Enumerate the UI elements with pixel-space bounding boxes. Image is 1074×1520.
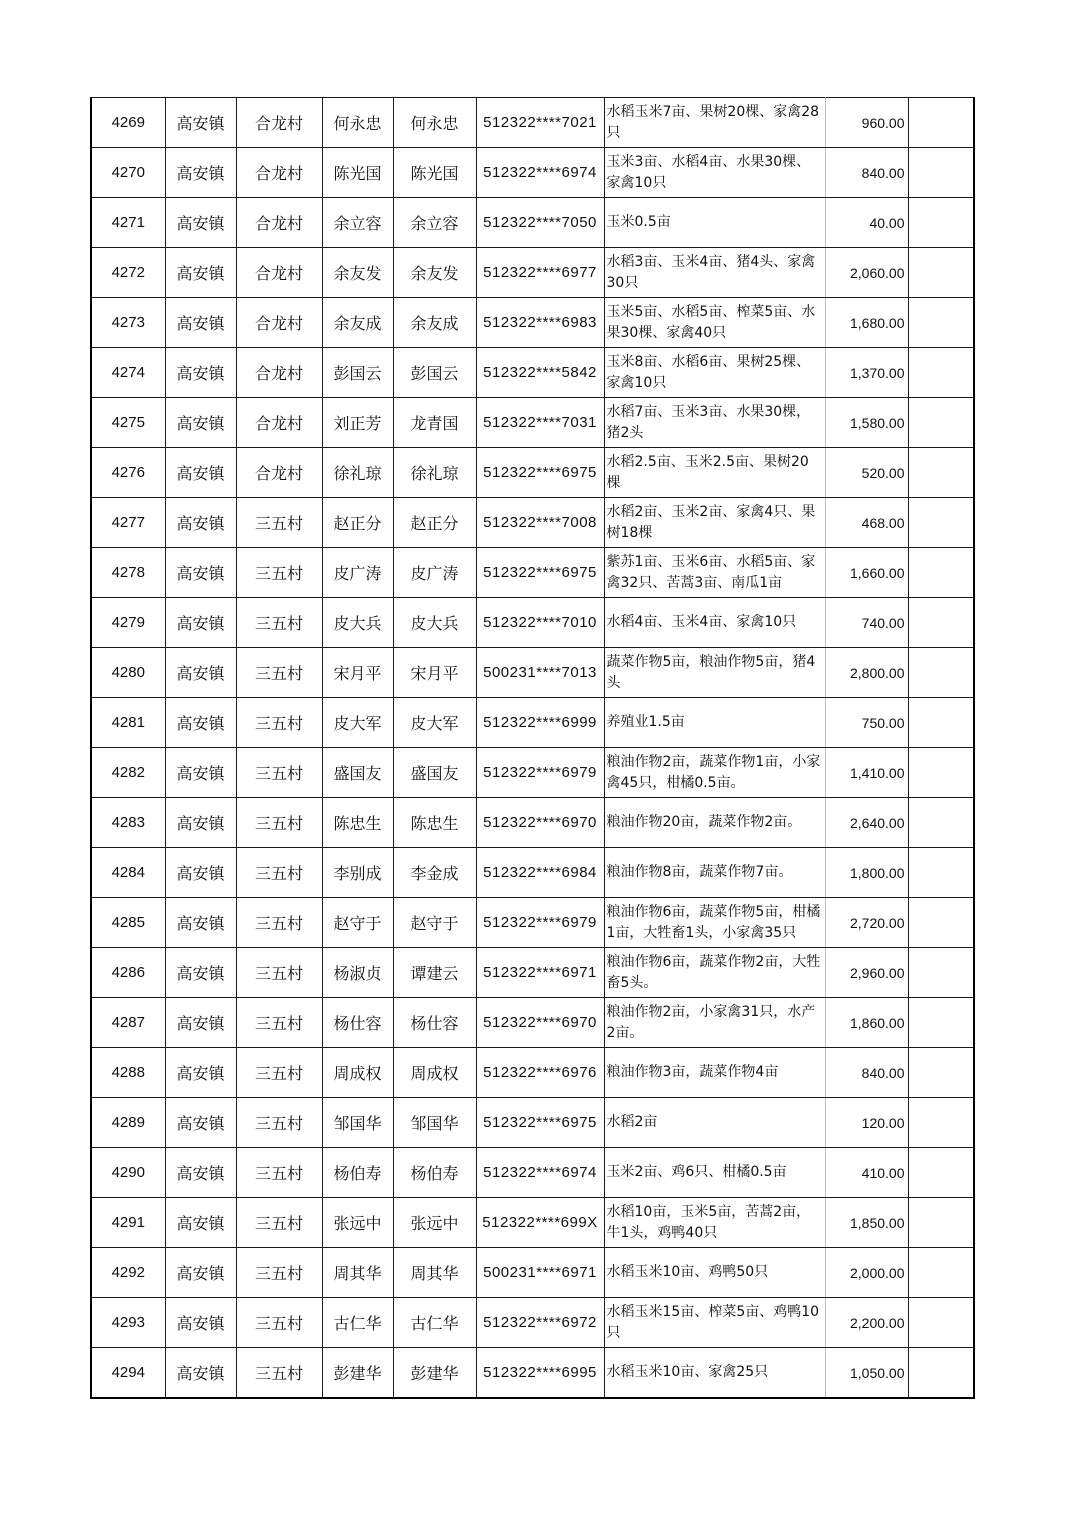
- village-cell: 合龙村: [236, 448, 322, 498]
- blank-cell: [908, 1098, 974, 1148]
- amount-cell: 1,370.00: [825, 348, 908, 398]
- village-cell: 合龙村: [236, 298, 322, 348]
- blank-cell: [908, 198, 974, 248]
- name-cell: 古仁华: [322, 1298, 393, 1348]
- amount-cell: 1,660.00: [825, 548, 908, 598]
- name-cell: 陈光国: [322, 148, 393, 198]
- blank-cell: [908, 398, 974, 448]
- description-cell: 水稻2.5亩、玉米2.5亩、果树20棵: [604, 448, 825, 498]
- town-cell: 高安镇: [165, 648, 236, 698]
- description-cell: 玉米0.5亩: [604, 198, 825, 248]
- village-cell: 三五村: [236, 998, 322, 1048]
- name-cell: 彭国云: [322, 348, 393, 398]
- name-cell: 邹国华: [322, 1098, 393, 1148]
- blank-cell: [908, 1348, 974, 1399]
- town-cell: 高安镇: [165, 1198, 236, 1248]
- blank-cell: [908, 598, 974, 648]
- town-cell: 高安镇: [165, 548, 236, 598]
- table-row: [91, 498, 974, 548]
- recipient-cell: 周其华: [393, 1248, 476, 1298]
- amount-cell: 2,640.00: [825, 798, 908, 848]
- amount-cell: 1,580.00: [825, 398, 908, 448]
- id-number-cell: 500231****6971: [476, 1248, 604, 1298]
- row-number-cell: 4293: [91, 1298, 165, 1348]
- description-cell: 蔬菜作物5亩，粮油作物5亩，猪4头: [604, 648, 825, 698]
- row-number-cell: 4294: [91, 1348, 165, 1399]
- amount-cell: 1,410.00: [825, 748, 908, 798]
- row-number-cell: 4275: [91, 398, 165, 448]
- recipient-cell: 皮广涛: [393, 548, 476, 598]
- village-cell: 三五村: [236, 1348, 322, 1399]
- recipient-cell: 彭建华: [393, 1348, 476, 1399]
- village-cell: 三五村: [236, 748, 322, 798]
- recipient-cell: 宋月平: [393, 648, 476, 698]
- amount-cell: 1,860.00: [825, 998, 908, 1048]
- amount-cell: 2,200.00: [825, 1298, 908, 1348]
- table-row: [91, 998, 974, 1048]
- recipient-cell: 龙青国: [393, 398, 476, 448]
- amount-cell: 750.00: [825, 698, 908, 748]
- description-cell: 玉米3亩、水稻4亩、水果30棵、家禽10只: [604, 148, 825, 198]
- description-cell: 粮油作物3亩，蔬菜作物4亩: [604, 1048, 825, 1098]
- blank-cell: [908, 1298, 974, 1348]
- table-row: [91, 298, 974, 348]
- name-cell: 杨伯寿: [322, 1148, 393, 1198]
- row-number-cell: 4271: [91, 198, 165, 248]
- row-number-cell: 4269: [91, 98, 165, 148]
- amount-cell: 40.00: [825, 198, 908, 248]
- row-number-cell: 4274: [91, 348, 165, 398]
- description-cell: 水稻玉米10亩、家禽25只: [604, 1348, 825, 1399]
- table-row: [91, 98, 974, 148]
- name-cell: 赵守于: [322, 898, 393, 948]
- name-cell: 彭建华: [322, 1348, 393, 1399]
- table-row: [91, 1148, 974, 1198]
- blank-cell: [908, 548, 974, 598]
- village-cell: 三五村: [236, 848, 322, 898]
- id-number-cell: 512322****7008: [476, 498, 604, 548]
- id-number-cell: 512322****6995: [476, 1348, 604, 1399]
- amount-cell: 120.00: [825, 1098, 908, 1148]
- id-number-cell: 512322****7031: [476, 398, 604, 448]
- row-number-cell: 4289: [91, 1098, 165, 1148]
- name-cell: 余立容: [322, 198, 393, 248]
- name-cell: 皮大兵: [322, 598, 393, 648]
- blank-cell: [908, 348, 974, 398]
- recipient-cell: 赵正分: [393, 498, 476, 548]
- description-cell: 水稻4亩、玉米4亩、家禽10只: [604, 598, 825, 648]
- amount-cell: 410.00: [825, 1148, 908, 1198]
- table-row: [91, 548, 974, 598]
- amount-cell: 2,000.00: [825, 1248, 908, 1298]
- name-cell: 李别成: [322, 848, 393, 898]
- village-cell: 三五村: [236, 1098, 322, 1148]
- description-cell: 粮油作物2亩，小家禽31只，水产2亩。: [604, 998, 825, 1048]
- row-number-cell: 4290: [91, 1148, 165, 1198]
- row-number-cell: 4282: [91, 748, 165, 798]
- town-cell: 高安镇: [165, 348, 236, 398]
- village-cell: 三五村: [236, 1198, 322, 1248]
- village-cell: 三五村: [236, 1148, 322, 1198]
- description-cell: 水稻玉米7亩、果树20棵、家禽28只: [604, 98, 825, 148]
- town-cell: 高安镇: [165, 1148, 236, 1198]
- table-row: [91, 898, 974, 948]
- amount-cell: 520.00: [825, 448, 908, 498]
- village-cell: 三五村: [236, 1248, 322, 1298]
- blank-cell: [908, 1248, 974, 1298]
- town-cell: 高安镇: [165, 98, 236, 148]
- row-number-cell: 4281: [91, 698, 165, 748]
- village-cell: 合龙村: [236, 148, 322, 198]
- blank-cell: [908, 148, 974, 198]
- name-cell: 周成权: [322, 1048, 393, 1098]
- town-cell: 高安镇: [165, 898, 236, 948]
- blank-cell: [908, 498, 974, 548]
- village-cell: 合龙村: [236, 98, 322, 148]
- village-cell: 三五村: [236, 1048, 322, 1098]
- table-row: [91, 948, 974, 998]
- id-number-cell: 512322****6975: [476, 448, 604, 498]
- description-cell: 玉米5亩、水稻5亩、榨菜5亩、水果30棵、家禽40只: [604, 298, 825, 348]
- town-cell: 高安镇: [165, 1048, 236, 1098]
- blank-cell: [908, 298, 974, 348]
- table-row: [91, 1048, 974, 1098]
- id-number-cell: 512322****6977: [476, 248, 604, 298]
- description-cell: 粮油作物8亩，蔬菜作物7亩。: [604, 848, 825, 898]
- name-cell: 盛国友: [322, 748, 393, 798]
- row-number-cell: 4279: [91, 598, 165, 648]
- village-cell: 合龙村: [236, 198, 322, 248]
- row-number-cell: 4286: [91, 948, 165, 998]
- table-row: [91, 248, 974, 298]
- recipient-cell: 谭建云: [393, 948, 476, 998]
- town-cell: 高安镇: [165, 448, 236, 498]
- recipient-cell: 何永忠: [393, 98, 476, 148]
- blank-cell: [908, 248, 974, 298]
- blank-cell: [908, 998, 974, 1048]
- id-number-cell: 512322****699X: [476, 1198, 604, 1248]
- town-cell: 高安镇: [165, 598, 236, 648]
- id-number-cell: 512322****6972: [476, 1298, 604, 1348]
- row-number-cell: 4280: [91, 648, 165, 698]
- recipient-cell: 彭国云: [393, 348, 476, 398]
- recipient-cell: 邹国华: [393, 1098, 476, 1148]
- amount-cell: 2,060.00: [825, 248, 908, 298]
- recipient-cell: 余立容: [393, 198, 476, 248]
- recipient-cell: 李金成: [393, 848, 476, 898]
- recipient-cell: 杨仕容: [393, 998, 476, 1048]
- blank-cell: [908, 98, 974, 148]
- name-cell: 皮广涛: [322, 548, 393, 598]
- id-number-cell: 512322****6971: [476, 948, 604, 998]
- table-row: [91, 598, 974, 648]
- recipient-cell: 陈光国: [393, 148, 476, 198]
- table-row: [91, 1348, 974, 1399]
- town-cell: 高安镇: [165, 1348, 236, 1399]
- recipient-cell: 古仁华: [393, 1298, 476, 1348]
- description-cell: 水稻2亩、玉米2亩、家禽4只、果树18棵: [604, 498, 825, 548]
- recipient-cell: 赵守于: [393, 898, 476, 948]
- amount-cell: 1,850.00: [825, 1198, 908, 1248]
- table-row: [91, 1248, 974, 1298]
- blank-cell: [908, 448, 974, 498]
- village-cell: 三五村: [236, 948, 322, 998]
- id-number-cell: 512322****6984: [476, 848, 604, 898]
- name-cell: 宋月平: [322, 648, 393, 698]
- village-cell: 三五村: [236, 698, 322, 748]
- name-cell: 何永忠: [322, 98, 393, 148]
- description-cell: 玉米2亩、鸡6只、柑橘0.5亩: [604, 1148, 825, 1198]
- recipient-cell: 余友成: [393, 298, 476, 348]
- id-number-cell: 512322****6970: [476, 798, 604, 848]
- id-number-cell: 512322****6975: [476, 548, 604, 598]
- table-row: [91, 198, 974, 248]
- table-row: [91, 348, 974, 398]
- name-cell: 杨淑贞: [322, 948, 393, 998]
- name-cell: 皮大军: [322, 698, 393, 748]
- row-number-cell: 4273: [91, 298, 165, 348]
- row-number-cell: 4284: [91, 848, 165, 898]
- name-cell: 徐礼琼: [322, 448, 393, 498]
- id-number-cell: 512322****6983: [476, 298, 604, 348]
- description-cell: 粮油作物6亩，蔬菜作物5亩，柑橘1亩，大牲畜1头，小家禽35只: [604, 898, 825, 948]
- row-number-cell: 4292: [91, 1248, 165, 1298]
- amount-cell: 840.00: [825, 148, 908, 198]
- description-cell: 水稻7亩、玉米3亩、水果30棵，猪2头: [604, 398, 825, 448]
- row-number-cell: 4276: [91, 448, 165, 498]
- amount-cell: 1,680.00: [825, 298, 908, 348]
- amount-cell: 2,800.00: [825, 648, 908, 698]
- blank-cell: [908, 748, 974, 798]
- amount-cell: 1,050.00: [825, 1348, 908, 1399]
- id-number-cell: 500231****7013: [476, 648, 604, 698]
- row-number-cell: 4285: [91, 898, 165, 948]
- amount-cell: 740.00: [825, 598, 908, 648]
- recipient-cell: 皮大军: [393, 698, 476, 748]
- table-body: [91, 98, 974, 1399]
- town-cell: 高安镇: [165, 248, 236, 298]
- amount-cell: 1,800.00: [825, 848, 908, 898]
- village-cell: 三五村: [236, 498, 322, 548]
- description-cell: 粮油作物2亩，蔬菜作物1亩，小家禽45只，柑橘0.5亩。: [604, 748, 825, 798]
- row-number-cell: 4270: [91, 148, 165, 198]
- id-number-cell: 512322****7010: [476, 598, 604, 648]
- description-cell: 水稻10亩，玉米5亩，苦蒿2亩，牛1头，鸡鸭40只: [604, 1198, 825, 1248]
- row-number-cell: 4291: [91, 1198, 165, 1248]
- row-number-cell: 4283: [91, 798, 165, 848]
- row-number-cell: 4278: [91, 548, 165, 598]
- row-number-cell: 4272: [91, 248, 165, 298]
- description-cell: 粮油作物6亩，蔬菜作物2亩，大牲畜5头。: [604, 948, 825, 998]
- amount-cell: 468.00: [825, 498, 908, 548]
- town-cell: 高安镇: [165, 748, 236, 798]
- description-cell: 养殖业1.5亩: [604, 698, 825, 748]
- village-cell: 三五村: [236, 1298, 322, 1348]
- blank-cell: [908, 698, 974, 748]
- id-number-cell: 512322****6970: [476, 998, 604, 1048]
- table-row: [91, 698, 974, 748]
- recipient-cell: 杨伯寿: [393, 1148, 476, 1198]
- town-cell: 高安镇: [165, 398, 236, 448]
- town-cell: 高安镇: [165, 148, 236, 198]
- village-cell: 三五村: [236, 648, 322, 698]
- town-cell: 高安镇: [165, 1298, 236, 1348]
- village-cell: 合龙村: [236, 248, 322, 298]
- id-number-cell: 512322****6975: [476, 1098, 604, 1148]
- town-cell: 高安镇: [165, 198, 236, 248]
- table-row: [91, 648, 974, 698]
- description-cell: 水稻2亩: [604, 1098, 825, 1148]
- town-cell: 高安镇: [165, 698, 236, 748]
- table-row: [91, 148, 974, 198]
- village-cell: 合龙村: [236, 348, 322, 398]
- recipient-cell: 余友发: [393, 248, 476, 298]
- town-cell: 高安镇: [165, 948, 236, 998]
- town-cell: 高安镇: [165, 848, 236, 898]
- recipient-cell: 张远中: [393, 1198, 476, 1248]
- recipient-cell: 徐礼琼: [393, 448, 476, 498]
- table-row: [91, 448, 974, 498]
- name-cell: 周其华: [322, 1248, 393, 1298]
- town-cell: 高安镇: [165, 798, 236, 848]
- amount-cell: 840.00: [825, 1048, 908, 1098]
- blank-cell: [908, 648, 974, 698]
- amount-cell: 2,960.00: [825, 948, 908, 998]
- id-number-cell: 512322****6976: [476, 1048, 604, 1098]
- blank-cell: [908, 848, 974, 898]
- row-number-cell: 4277: [91, 498, 165, 548]
- blank-cell: [908, 1198, 974, 1248]
- name-cell: 张远中: [322, 1198, 393, 1248]
- town-cell: 高安镇: [165, 1248, 236, 1298]
- table-row: [91, 798, 974, 848]
- amount-cell: 2,720.00: [825, 898, 908, 948]
- name-cell: 杨仕容: [322, 998, 393, 1048]
- description-cell: 水稻3亩、玉米4亩、猪4头、家禽30只: [604, 248, 825, 298]
- town-cell: 高安镇: [165, 1098, 236, 1148]
- name-cell: 余友成: [322, 298, 393, 348]
- name-cell: 刘正芳: [322, 398, 393, 448]
- blank-cell: [908, 1148, 974, 1198]
- row-number-cell: 4288: [91, 1048, 165, 1098]
- id-number-cell: 512322****7021: [476, 98, 604, 148]
- id-number-cell: 512322****5842: [476, 348, 604, 398]
- description-cell: 水稻玉米15亩、榨菜5亩、鸡鸭10只: [604, 1298, 825, 1348]
- blank-cell: [908, 1048, 974, 1098]
- table-row: [91, 1098, 974, 1148]
- village-cell: 三五村: [236, 548, 322, 598]
- village-cell: 三五村: [236, 598, 322, 648]
- recipient-cell: 皮大兵: [393, 598, 476, 648]
- description-cell: 玉米8亩、水稻6亩、果树25棵、家禽10只: [604, 348, 825, 398]
- table-row: [91, 748, 974, 798]
- table-row: [91, 1298, 974, 1348]
- name-cell: 余友发: [322, 248, 393, 298]
- description-cell: 水稻玉米10亩、鸡鸭50只: [604, 1248, 825, 1298]
- row-number-cell: 4287: [91, 998, 165, 1048]
- recipient-cell: 陈忠生: [393, 798, 476, 848]
- recipient-cell: 盛国友: [393, 748, 476, 798]
- amount-cell: 960.00: [825, 98, 908, 148]
- village-cell: 三五村: [236, 898, 322, 948]
- id-number-cell: 512322****6999: [476, 698, 604, 748]
- blank-cell: [908, 898, 974, 948]
- id-number-cell: 512322****6979: [476, 898, 604, 948]
- id-number-cell: 512322****6974: [476, 1148, 604, 1198]
- table-row: [91, 1198, 974, 1248]
- table-row: [91, 398, 974, 448]
- name-cell: 陈忠生: [322, 798, 393, 848]
- name-cell: 赵正分: [322, 498, 393, 548]
- blank-cell: [908, 798, 974, 848]
- subsidy-table: [90, 97, 975, 1399]
- recipient-cell: 周成权: [393, 1048, 476, 1098]
- description-cell: 粮油作物20亩，蔬菜作物2亩。: [604, 798, 825, 848]
- id-number-cell: 512322****6979: [476, 748, 604, 798]
- table-row: [91, 848, 974, 898]
- town-cell: 高安镇: [165, 998, 236, 1048]
- town-cell: 高安镇: [165, 298, 236, 348]
- village-cell: 合龙村: [236, 398, 322, 448]
- blank-cell: [908, 948, 974, 998]
- description-cell: 紫苏1亩、玉米6亩、水稻5亩、家禽32只、苦蒿3亩、南瓜1亩: [604, 548, 825, 598]
- id-number-cell: 512322****6974: [476, 148, 604, 198]
- village-cell: 三五村: [236, 798, 322, 848]
- town-cell: 高安镇: [165, 498, 236, 548]
- id-number-cell: 512322****7050: [476, 198, 604, 248]
